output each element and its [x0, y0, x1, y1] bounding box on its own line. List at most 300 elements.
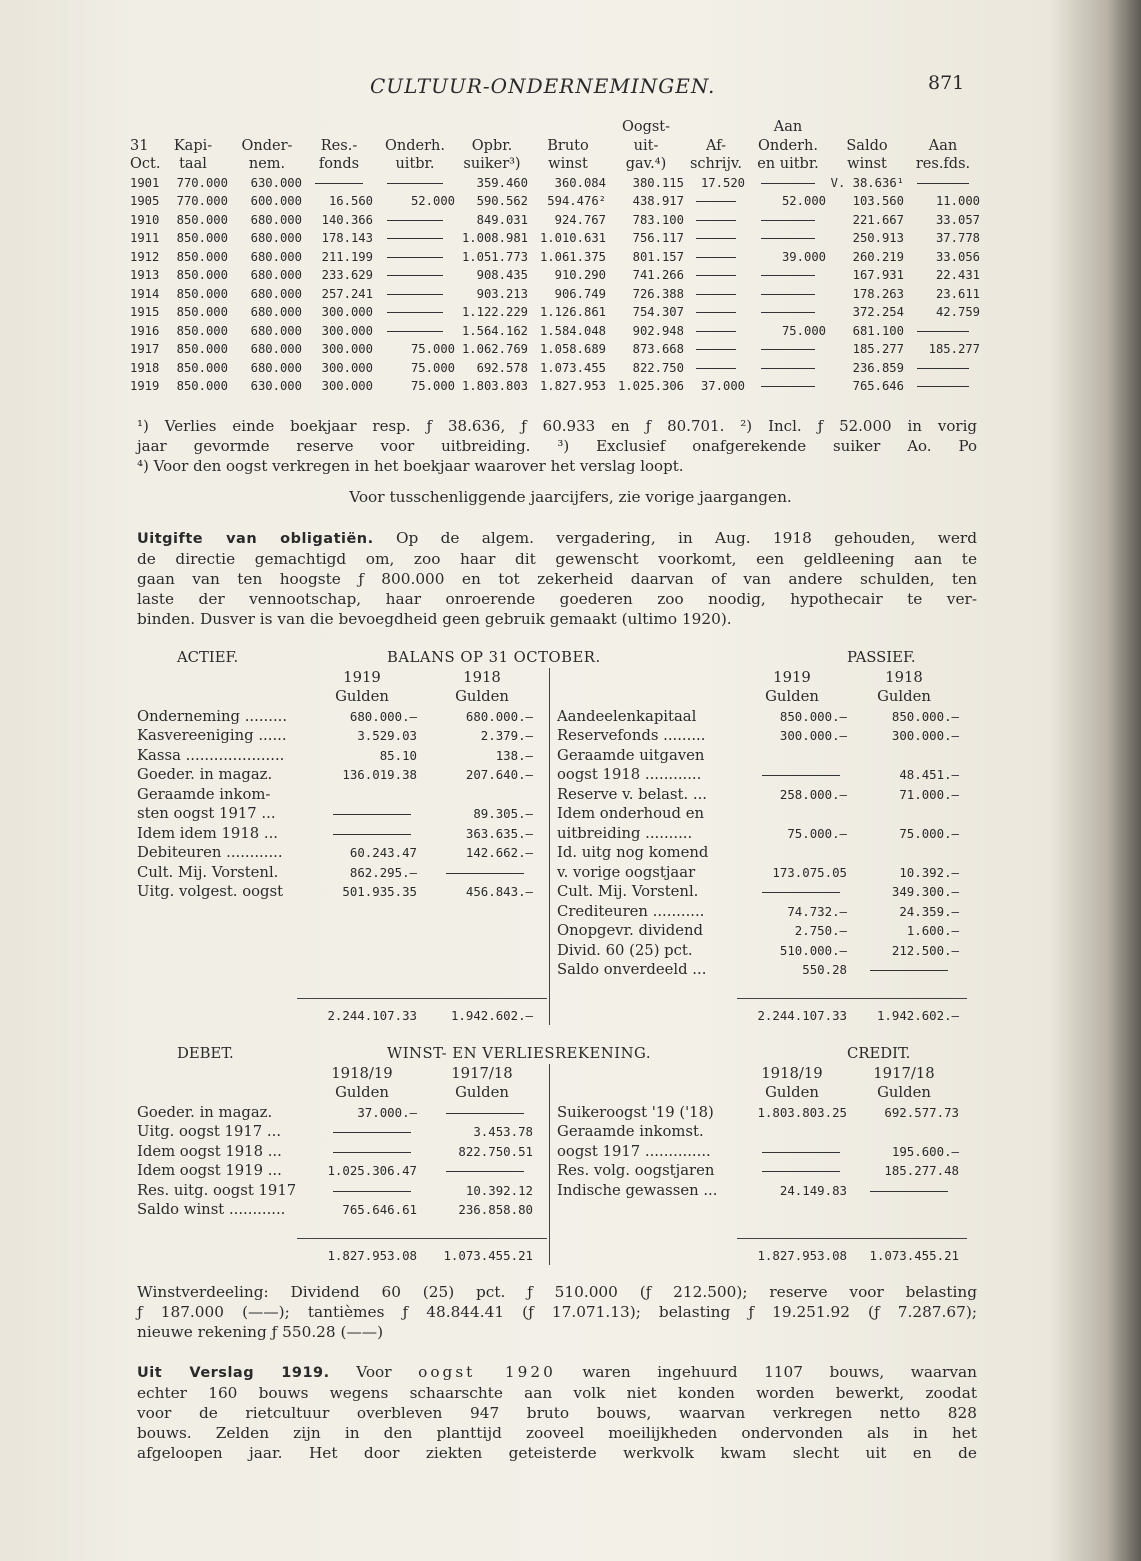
table-cell: 1.073.455	[539, 360, 606, 375]
column-divider	[549, 1064, 550, 1265]
table-cell: 850.000	[176, 379, 228, 393]
dash-mark	[696, 220, 737, 221]
table-cell: 850.000	[176, 212, 228, 227]
amount-cell: 48.451.—	[899, 767, 959, 782]
text-run: waren ingehuurd 1107 bouws, waarvan	[555, 1363, 977, 1381]
amount-cell: 89.305.—	[473, 806, 533, 821]
table-cell: 680.000	[250, 286, 302, 301]
total-amount: 2.244.107.33	[757, 1007, 847, 1023]
table-cell: 250.913	[852, 231, 904, 245]
amount-cell: 2.750.—	[794, 923, 847, 938]
dash-mark	[696, 238, 737, 239]
dash-mark	[446, 1113, 524, 1114]
dash-mark	[446, 873, 524, 874]
header-cell: Oogst-	[621, 119, 671, 135]
text-run: Op de algem. vergadering, in Aug. 1918 gehouden, werd	[373, 529, 977, 547]
amount-cell: 75.000.—	[899, 825, 959, 841]
dash-mark	[387, 331, 443, 332]
dash-mark	[762, 1171, 840, 1172]
table-cell: 300.000	[321, 360, 373, 375]
table-cell: 75.000	[410, 342, 455, 356]
amount-cell: 822.750.51	[458, 1143, 533, 1159]
account-label: Geraamde uitgaven	[557, 746, 705, 764]
year-label: 1918/19	[331, 1064, 393, 1082]
table-cell: 1.025.306	[617, 379, 684, 393]
winstverdeeling-paragraph	[137, 1282, 977, 1342]
account-label: Kasvereeniging ......	[137, 727, 287, 744]
unit-label: Gulden	[455, 688, 509, 705]
amount-cell: 862.295.—	[349, 864, 417, 880]
table-cell: 754.307	[632, 305, 684, 319]
amount-cell: 71.000.—	[899, 786, 959, 802]
text-line: ¹) Verlies einde boekjaar resp. ƒ 38.636, ƒ 60.933 en ƒ 80.701. ²) Incl. ƒ 52.000 in vorig	[137, 417, 977, 435]
table-cell: 16.560	[328, 194, 373, 208]
obligaties-paragraph	[137, 528, 977, 629]
amount-cell: 501.935.35	[342, 884, 417, 899]
dash-mark	[387, 183, 443, 184]
right-title: PASSIEF.	[847, 649, 916, 666]
text-line	[137, 528, 977, 549]
table-cell: 380.115	[632, 175, 684, 190]
text-line: de directie gemachtigd om, zoo haar dit gewenscht voorkomt, een geldleening aan te	[137, 550, 977, 568]
account-title: WINST- EN VERLIESREKENING.	[387, 1045, 652, 1062]
table-cell: 33.056	[935, 249, 980, 264]
table-cell: 680.000	[250, 212, 302, 227]
amount-cell: 1.600.—	[906, 923, 959, 938]
amount-cell: 75.000.—	[787, 825, 847, 841]
amount-cell: 85.10	[379, 747, 417, 763]
dash-mark	[696, 201, 737, 202]
text-line: jaar gevormde reserve voor uitbreiding. ³) Exclusief onafgerekende suiker Ao. Po	[137, 437, 977, 455]
table-cell: 770.000	[176, 194, 228, 208]
account-label: Cult. Mij. Vorstenl.	[137, 863, 279, 881]
table-cell: 22.431	[935, 268, 980, 282]
unit-label: Gulden	[765, 688, 819, 705]
table-cell: 590.562	[476, 194, 528, 208]
account-label: Id. uitg nog komend	[557, 844, 709, 861]
table-cell: 903.213	[476, 286, 528, 301]
dash-mark	[762, 1152, 840, 1153]
table-cell: 39.000	[781, 249, 826, 264]
total-amount: 1.942.602.—	[876, 1007, 959, 1023]
header-cell: fonds	[318, 156, 360, 172]
dash-mark	[696, 257, 737, 258]
account-label: Reservefonds .........	[557, 727, 706, 744]
table-cell: 221.667	[852, 212, 904, 227]
dash-mark	[917, 183, 969, 184]
table-cell: 1901	[130, 175, 160, 190]
table-cell: 765.646	[852, 379, 904, 393]
dash-mark	[387, 275, 443, 276]
text-line	[137, 1362, 977, 1383]
table-cell: 300.000	[321, 323, 373, 338]
table-cell: 1911	[130, 231, 160, 245]
amount-cell	[859, 960, 959, 985]
account-label: Aandeelenkapitaal	[557, 707, 697, 725]
amount-cell	[859, 1181, 959, 1206]
table-cell: 680.000	[250, 342, 302, 356]
table-cell: 178.263	[852, 286, 904, 301]
header-cell: Onderh.	[385, 137, 445, 154]
table-cell: 680.000	[250, 305, 302, 319]
account-label: Goeder. in magaz.	[137, 1103, 273, 1121]
account-label: Onopgevr. dividend	[557, 922, 704, 939]
amount-cell: 24.359.—	[899, 903, 959, 919]
amount-cell: 2.379.—	[480, 728, 533, 743]
header-cell: gav.⁴)	[625, 156, 667, 172]
table-cell: 300.000	[321, 342, 373, 356]
table-cell: 1916	[130, 323, 160, 338]
amount-cell: 680.000.—	[349, 708, 417, 724]
dash-mark	[696, 349, 737, 350]
total-rule	[737, 998, 967, 999]
table-cell: 1919	[130, 379, 160, 393]
dash-mark	[387, 294, 443, 295]
account-label: Idem idem 1918 ...	[137, 824, 278, 842]
table-cell: 873.668	[632, 342, 684, 356]
table-cell: V. 38.636¹	[830, 175, 904, 190]
year-label: 1917/18	[451, 1064, 513, 1082]
amount-cell: 185.277.48	[884, 1163, 959, 1178]
verslag-paragraph	[137, 1362, 977, 1463]
amount-cell: 142.662.—	[465, 845, 533, 860]
dash-mark	[761, 294, 814, 295]
table-cell: 692.578	[476, 360, 528, 375]
amount-cell: 1.803.803.25	[757, 1104, 847, 1120]
table-cell: 1.584.048	[539, 323, 606, 338]
amount-cell: 300.000.—	[779, 728, 847, 743]
total-amount: 1.073.455.21	[869, 1247, 959, 1263]
table-cell: 37.000	[700, 379, 745, 393]
unit-label: Gulden	[335, 688, 389, 705]
amount-cell: 74.732.—	[787, 903, 847, 919]
amount-cell: 258.000.—	[779, 786, 847, 802]
left-title: ACTIEF.	[177, 649, 239, 666]
table-cell: 850.000	[176, 286, 228, 301]
amount-cell: 60.243.47	[349, 845, 417, 860]
header-cell: uitbr.	[395, 156, 435, 172]
unit-row	[137, 687, 967, 707]
year-label: 1918	[463, 668, 501, 686]
unit-row	[137, 1083, 967, 1103]
table-cell: 770.000	[176, 175, 228, 190]
header-cell: Af-	[706, 137, 726, 154]
year-label: 1918/19	[761, 1064, 823, 1082]
amount-cell: 236.858.80	[458, 1202, 533, 1217]
account-label: Res. volg. oogstjaren	[557, 1162, 715, 1179]
amount-cell: 138.—	[495, 747, 533, 763]
amount-cell: 207.640.—	[465, 767, 533, 782]
table-cell: 850.000	[176, 360, 228, 375]
table-cell: 850.000	[176, 249, 228, 264]
column-divider	[549, 668, 550, 1025]
table-cell: 23.611	[935, 286, 980, 301]
unit-label: Gulden	[877, 1084, 931, 1101]
table-cell: 1.126.861	[539, 305, 606, 319]
dash-mark	[761, 312, 814, 313]
table-cell: 726.388	[632, 286, 684, 301]
table-cell: 52.000	[781, 194, 826, 208]
account-label: Indische gewassen ...	[557, 1181, 718, 1199]
header-cell: winst	[548, 156, 588, 172]
dash-mark	[696, 275, 737, 276]
table-cell: 600.000	[250, 194, 302, 208]
table-cell: 17.520	[700, 175, 745, 190]
table-cell: 211.199	[321, 249, 373, 264]
account-label: Saldo onverdeeld ...	[557, 961, 707, 978]
account-title: BALANS OP 31 OCTOBER.	[387, 649, 601, 666]
table-cell: 783.100	[632, 212, 684, 227]
table-cell: 680.000	[250, 268, 302, 282]
account-label: Uitg. oogst 1917 ...	[137, 1123, 282, 1140]
dash-mark	[762, 892, 840, 893]
table-cell: 630.000	[250, 175, 302, 190]
table-cell: 300.000	[321, 379, 373, 393]
dash-mark	[387, 238, 443, 239]
amount-cell: 850.000.—	[891, 708, 959, 724]
amount-cell: 850.000.—	[779, 708, 847, 724]
header-cell: Bruto	[547, 137, 589, 154]
table-cell: 1.122.229	[461, 305, 528, 319]
table-cell: 185.277	[928, 342, 980, 356]
header-cell: res.fds.	[915, 156, 971, 172]
table-cell: 1.827.953	[539, 379, 606, 393]
dash-mark	[696, 368, 737, 369]
table-cell: 11.000	[935, 194, 980, 208]
amount-cell: 300.000.—	[891, 728, 959, 743]
header-cell: Opbr.	[471, 137, 513, 154]
profit-loss-account	[137, 1044, 967, 1269]
total-amount: 2.244.107.33	[327, 1007, 417, 1023]
header-cell: suiker³)	[463, 156, 521, 172]
table-cell: 680.000	[250, 360, 302, 375]
table-cell: 1.062.769	[461, 342, 528, 356]
header-cell: uit-	[633, 137, 659, 154]
table-cell: 1.051.773	[461, 249, 528, 264]
total-amount: 1.827.953.08	[327, 1247, 417, 1263]
dash-mark	[761, 386, 814, 387]
table-cell: 680.000	[250, 323, 302, 338]
amount-cell: 24.149.83	[779, 1182, 847, 1198]
dash-mark	[761, 349, 814, 350]
dash-mark	[870, 1191, 948, 1192]
table-cell: 33.057	[935, 212, 980, 227]
text-line: bouws. Zelden zijn in den planttijd zooveel moeilijkheden ondervonden als in het	[137, 1424, 977, 1442]
year-row	[137, 668, 967, 688]
total-amount: 1.827.953.08	[757, 1247, 847, 1263]
table-cell: 75.000	[781, 323, 826, 338]
account-label: Idem oogst 1919 ...	[137, 1162, 282, 1179]
header-cell: Oct.	[130, 156, 161, 172]
dash-mark	[333, 1191, 411, 1192]
header-cell: nem.	[248, 156, 286, 172]
table-cell: 1905	[130, 194, 160, 208]
unit-label: Gulden	[765, 1084, 819, 1101]
account-label: Onderneming .........	[137, 707, 288, 725]
year-row	[137, 1064, 967, 1084]
total-amount: 1.942.602.—	[450, 1007, 533, 1023]
year-label: 1917/18	[873, 1064, 935, 1082]
text-line: afgeloopen jaar. Het door ziekten geteisterde werkvolk kwam slecht uit en de	[137, 1444, 977, 1462]
account-label: Res. uitg. oogst 1917	[137, 1181, 297, 1199]
account-label: Geraamde inkom-	[137, 785, 271, 803]
table-cell: 756.117	[632, 231, 684, 245]
table-cell: 850.000	[176, 342, 228, 356]
dash-mark	[387, 312, 443, 313]
table-cell: 1.058.689	[539, 342, 606, 356]
header-cell: schrijv.	[689, 156, 743, 172]
table-cell	[906, 377, 980, 400]
left-title: DEBET.	[177, 1045, 234, 1062]
header-cell: taal	[179, 156, 207, 172]
amount-cell: 692.577.73	[884, 1104, 959, 1120]
table-cell: 360.084	[554, 175, 606, 190]
text-line: Winstverdeeling: Dividend 60 (25) pct. ƒ 510.000 (ƒ 212.500); reserve voor belasting	[137, 1283, 977, 1301]
unit-label: Gulden	[335, 1084, 389, 1101]
table-cell: 1913	[130, 268, 160, 282]
table-cell: 681.100	[852, 323, 904, 338]
table-cell: 630.000	[250, 379, 302, 393]
page-number: 871	[928, 72, 965, 94]
total-amount: 1.073.455.21	[443, 1247, 533, 1263]
header-cell: Saldo	[846, 137, 888, 154]
table-cell: 902.948	[632, 323, 684, 338]
note-previous-years: Voor tusschenliggende jaarcijfers, zie vorige jaargangen.	[349, 488, 792, 506]
table-cell: 1912	[130, 249, 160, 264]
table-cell: 1.564.162	[461, 323, 528, 338]
table-cell: 908.435	[476, 268, 528, 282]
account-label: Idem onderhoud en	[557, 805, 704, 822]
table-cell: 1914	[130, 286, 160, 301]
amount-cell: 173.075.05	[772, 864, 847, 880]
page-header	[0, 74, 1141, 104]
amount-cell: 3.529.03	[357, 728, 417, 743]
table-cell: 257.241	[321, 286, 373, 301]
dash-mark	[333, 814, 411, 815]
account-label: Cult. Mij. Vorstenl.	[557, 883, 699, 900]
table-cell: 372.254	[852, 305, 904, 319]
amount-cell: 10.392.12	[465, 1182, 533, 1198]
year-label: 1919	[343, 668, 381, 686]
account-label: uitbreiding ..........	[557, 824, 693, 842]
account-label: Saldo winst ............	[137, 1201, 286, 1218]
text-line: binden. Dusver is van die bevoegdheid geen gebruik gemaakt (ultimo 1920).	[137, 610, 732, 628]
dash-mark	[761, 183, 814, 184]
table-cell: 910.290	[554, 268, 606, 282]
running-title: CULTUUR-ONDERNEMINGEN.	[370, 74, 716, 98]
table-cell: 167.931	[852, 268, 904, 282]
total-rule	[737, 1238, 967, 1239]
dash-mark	[917, 386, 969, 387]
account-label: v. vorige oogstjaar	[557, 863, 696, 881]
balance-sheet	[137, 648, 967, 1028]
table-cell: 75.000	[410, 360, 455, 375]
amount-cell: 1.025.306.47	[327, 1163, 417, 1178]
account-label: Geraamde inkomst.	[557, 1123, 704, 1140]
header-cell: Onder-	[241, 137, 293, 154]
table-cell: 801.157	[632, 249, 684, 264]
table-cell: 680.000	[250, 249, 302, 264]
account-title-row	[137, 1044, 967, 1064]
dash-mark	[761, 238, 814, 239]
account-label: Idem oogst 1918 ...	[137, 1142, 282, 1160]
amount-cell: 37.000.—	[357, 1104, 417, 1120]
amount-cell: 136.019.38	[342, 767, 417, 782]
dash-mark	[315, 183, 363, 184]
table-cell: 185.277	[852, 342, 904, 356]
year-label: 1919	[773, 668, 811, 686]
table-cell: 37.778	[935, 231, 980, 245]
text-line: gaan van ten hoogste ƒ 800.000 en tot zekerheid daarvan of van andere schulden, ten	[137, 570, 977, 588]
dash-mark	[761, 220, 814, 221]
dash-mark	[917, 368, 969, 369]
amount-cell: 10.392.—	[899, 864, 959, 880]
table-cell: 438.917	[632, 194, 684, 208]
amount-cell: 510.000.—	[779, 942, 847, 958]
text-line: voor de rietcultuur overbleven 947 bruto bouws, waarvan verkregen netto 828	[137, 1404, 977, 1422]
table-cell: 850.000	[176, 323, 228, 338]
table-cell: 300.000	[321, 305, 373, 319]
table-cell: 260.219	[852, 249, 904, 264]
account-label: Debiteuren ............	[137, 844, 283, 861]
unit-label: Gulden	[877, 688, 931, 705]
table-cell: 1.008.981	[461, 231, 528, 245]
table-cell: 850.000	[176, 231, 228, 245]
table-cell: 1915	[130, 305, 160, 319]
header-cell: Aan	[773, 119, 803, 135]
table-cell: 75.000	[410, 379, 455, 393]
amount-cell: 349.300.—	[891, 884, 959, 899]
dash-mark	[446, 1171, 524, 1172]
table-cell: 594.476²	[547, 194, 606, 208]
account-label: Suikeroogst '19 ('18)	[557, 1103, 714, 1121]
unit-label: Gulden	[455, 1084, 509, 1101]
header-cell: 31	[130, 137, 149, 154]
table-cell: 233.629	[321, 268, 373, 282]
account-label: Crediteuren ...........	[557, 902, 705, 920]
table-cell: 850.000	[176, 305, 228, 319]
dash-mark	[333, 1152, 411, 1153]
account-label: oogst 1917 ..............	[557, 1142, 711, 1160]
header-cell: Res.-	[320, 137, 358, 154]
header-cell: Kapi-	[173, 137, 213, 154]
amount-cell: 765.646.61	[342, 1202, 417, 1217]
dash-mark	[387, 220, 443, 221]
account-label: sten oogst 1917 ...	[137, 805, 276, 822]
header-cell: Aan	[928, 137, 958, 154]
account-label: Reserve v. belast. ...	[557, 785, 707, 803]
amount-cell: 212.500.—	[891, 942, 959, 958]
text-line: laste der vennootschap, haar onroerende goederen zoo noodig, hypothecair te ver-	[137, 590, 977, 608]
dash-mark	[696, 312, 737, 313]
section-heading: Uitgifte van obligatiën.	[137, 531, 374, 547]
header-cell: winst	[847, 156, 887, 172]
table-cell: 1.061.375	[539, 249, 606, 264]
table-footnotes	[137, 416, 977, 476]
table-cell: 924.767	[554, 212, 606, 227]
account-label: Goeder. in magaz.	[137, 766, 273, 783]
table-cell: 52.000	[410, 194, 455, 208]
year-label: 1918	[885, 668, 923, 686]
right-title: CREDIT.	[847, 1045, 911, 1062]
table-cell: 236.859	[852, 360, 904, 375]
table-cell: 140.366	[321, 212, 373, 227]
spaced-text: oogst 1920	[418, 1363, 556, 1381]
table-cell: 906.749	[554, 286, 606, 301]
table-cell	[750, 377, 826, 400]
amount-cell: 680.000.—	[465, 708, 533, 724]
dash-mark	[333, 834, 411, 835]
